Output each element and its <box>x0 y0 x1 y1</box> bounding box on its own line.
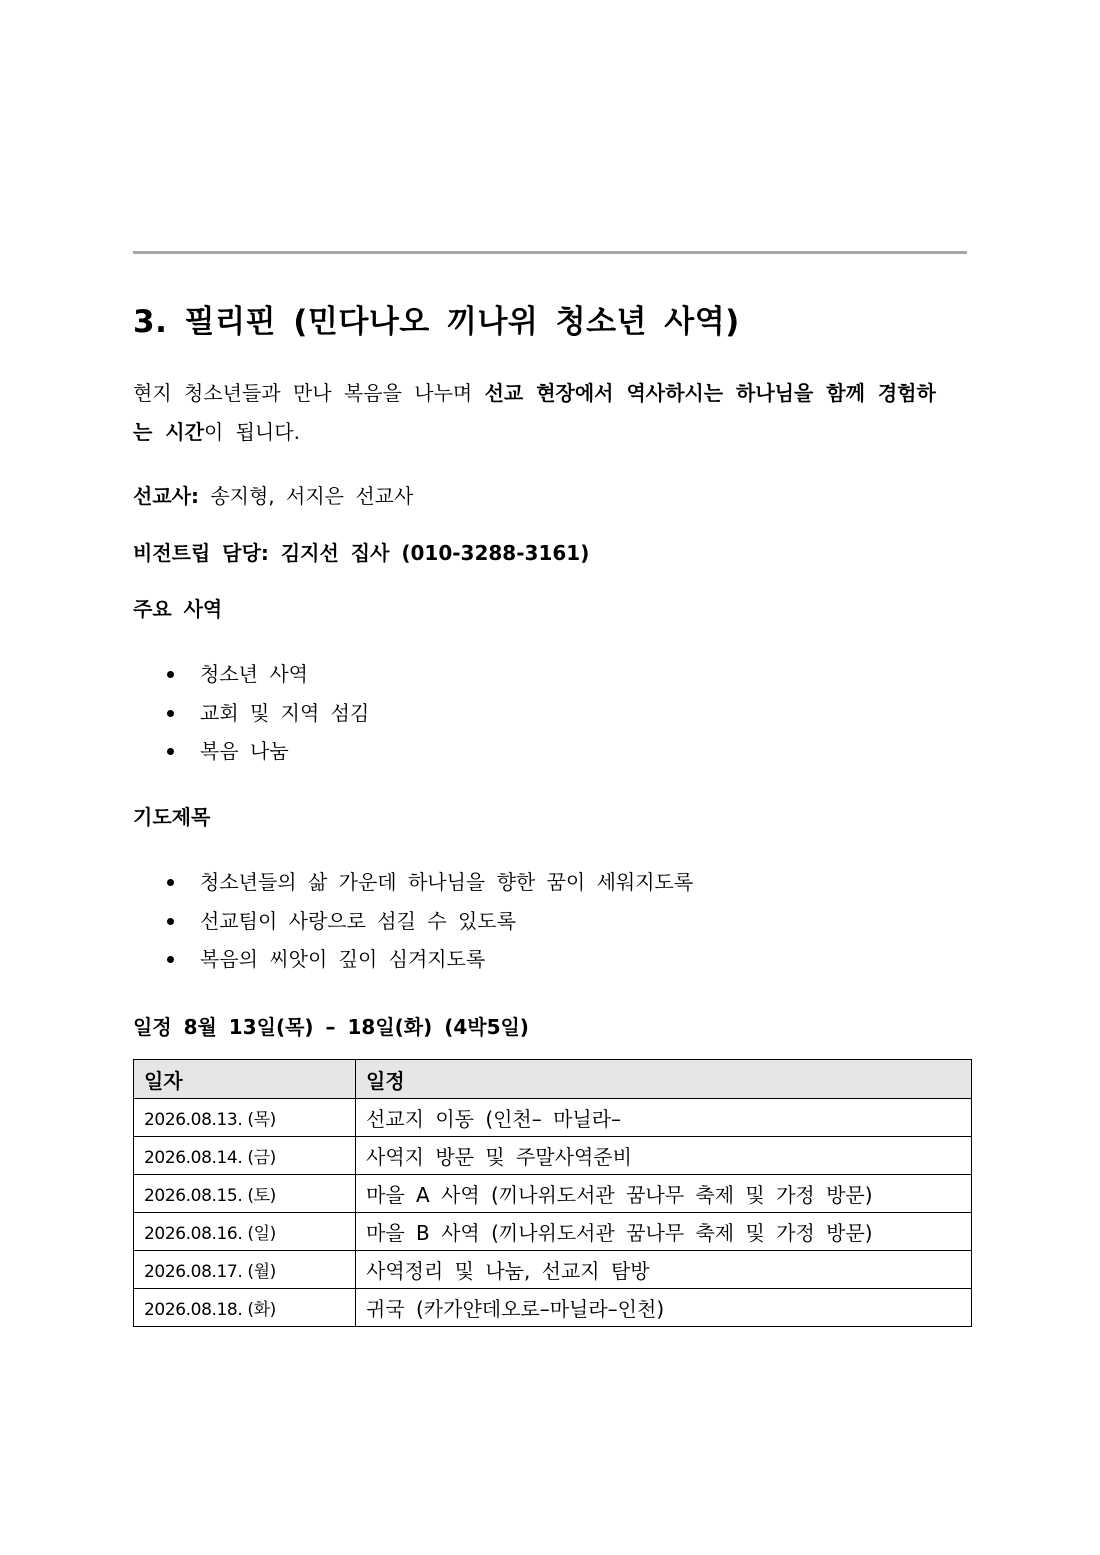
cell-date: 2026.08.17. (월) <box>134 1251 356 1289</box>
table-row <box>134 1289 972 1327</box>
list-item-text: 교회 및 지역 섬김 <box>200 700 370 725</box>
missionary-value: 송지형, 서지은 선교사 <box>198 484 414 508</box>
horizontal-rule <box>133 251 967 254</box>
bullet-icon <box>167 918 174 925</box>
table-row <box>134 1099 972 1137</box>
list-item-text: 청소년 사역 <box>200 662 308 686</box>
intro-text-bold: 선교 현장에서 역사하시는 하나님을 함께 경험하는 시간 <box>133 381 936 444</box>
cell-date: 2026.08.18. (화) <box>134 1289 356 1327</box>
column-header-date: 일자 <box>134 1060 356 1099</box>
cell-date: 2026.08.14. (금) <box>134 1137 356 1175</box>
bullet-icon <box>167 748 174 755</box>
list-item <box>167 940 693 979</box>
cell-plan: 마을 B 사역 (끼나위도서관 꿈나무 축제 및 가정 방문) <box>356 1213 972 1251</box>
list-item-text: 청소년들의 삶 가운데 하나님을 향한 꿈이 세워지도록 <box>200 870 694 894</box>
missionary-line <box>133 480 413 509</box>
ministry-list <box>167 655 369 771</box>
cell-plan: 사역정리 및 나눔, 선교지 탐방 <box>356 1251 972 1289</box>
intro-paragraph <box>133 374 948 452</box>
prayer-heading: 기도제목 <box>133 805 211 829</box>
table-header-row <box>134 1060 972 1099</box>
ministry-heading: 주요 사역 <box>133 597 223 621</box>
column-header-plan: 일정 <box>356 1060 972 1099</box>
table-row <box>134 1213 972 1251</box>
list-item <box>167 655 369 694</box>
table-row <box>134 1251 972 1289</box>
cell-plan: 귀국 (카가얀데오로–마닐라–인천) <box>356 1289 972 1327</box>
list-item-text: 복음의 씨앗이 깊이 심겨지도록 <box>200 947 486 971</box>
section-title: 3. 필리핀 (민다나오 끼나위 청소년 사역) <box>133 304 740 340</box>
intro-text-part1: 현지 청소년들과 만나 복음을 나누며 <box>133 381 485 405</box>
list-item-text: 선교팀이 사랑으로 섬길 수 있도록 <box>200 908 516 933</box>
bullet-icon <box>167 879 174 886</box>
list-item <box>167 863 693 902</box>
cell-plan: 선교지 이동 (인천– 마닐라– <box>356 1099 972 1137</box>
contact-line: 비전트립 담당: 김지선 집사 (010-3288-3161) <box>133 541 590 565</box>
cell-plan: 마을 A 사역 (끼나위도서관 꿈나무 축제 및 가정 방문) <box>356 1175 972 1213</box>
bullet-icon <box>167 671 174 678</box>
cell-date: 2026.08.13. (목) <box>134 1099 356 1137</box>
list-item-text: 복음 나눔 <box>200 739 289 763</box>
list-item <box>167 902 693 941</box>
prayer-list <box>167 863 693 979</box>
schedule-heading: 일정 8월 13일(목) – 18일(화) (4박5일) <box>133 1015 529 1039</box>
schedule-table <box>133 1059 972 1327</box>
list-item <box>167 694 369 733</box>
intro-text-part2: 이 됩니다. <box>203 420 300 444</box>
cell-date: 2026.08.16. (일) <box>134 1213 356 1251</box>
table-row <box>134 1175 972 1213</box>
bullet-icon <box>167 710 174 717</box>
missionary-label: 선교사: <box>133 484 199 508</box>
table-row <box>134 1137 972 1175</box>
cell-plan: 사역지 방문 및 주말사역준비 <box>356 1137 972 1175</box>
bullet-icon <box>167 956 174 963</box>
list-item <box>167 732 369 771</box>
cell-date: 2026.08.15. (토) <box>134 1175 356 1213</box>
